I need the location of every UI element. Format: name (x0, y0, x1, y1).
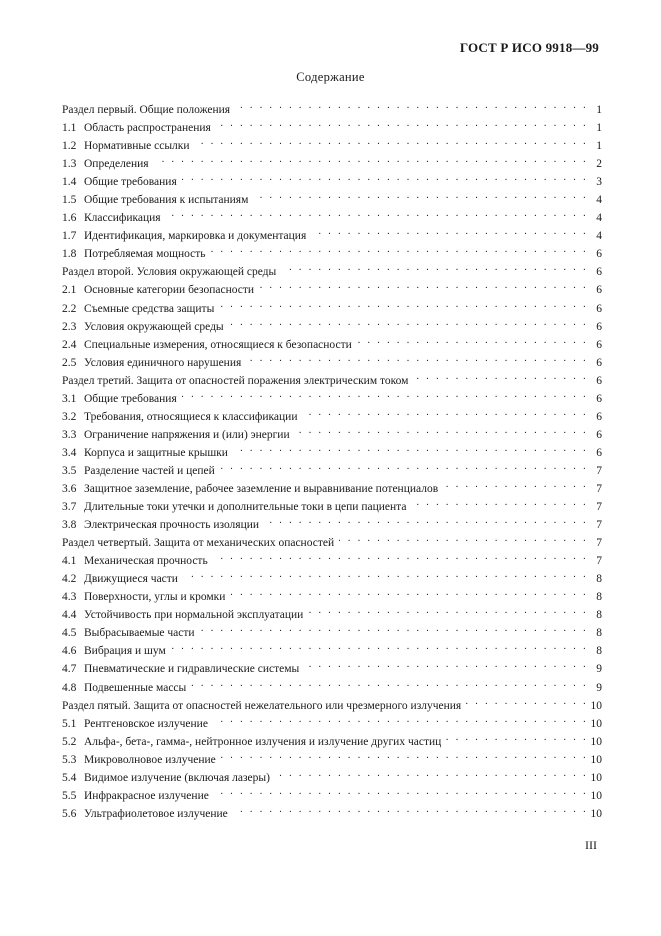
toc-entry[interactable] (62, 191, 602, 209)
toc-dot-leader (275, 769, 588, 781)
toc-entry-number: 3.4 (62, 446, 77, 459)
toc-entry[interactable] (62, 390, 602, 408)
toc-entry-number: 2.4 (62, 338, 77, 351)
toc-entry-page: 6 (596, 374, 602, 387)
toc-dot-leader (166, 209, 588, 221)
toc-dot-leader (221, 751, 588, 763)
toc-entry-title: Ультрафиолетовое излучение (84, 807, 228, 820)
toc-entry-number: 4.4 (62, 609, 77, 622)
toc-entry-page: 10 (590, 753, 602, 766)
toc-dot-leader (171, 642, 588, 654)
toc-entry-title: Длительные токи утечки и дополнительные токи в цепи пациента (84, 501, 407, 514)
toc-entry-page: 9 (596, 681, 602, 694)
toc-dot-leader (281, 263, 588, 275)
toc-entry[interactable] (62, 588, 602, 606)
toc-dot-leader (213, 715, 588, 727)
toc-entry-page: 6 (596, 356, 602, 369)
toc-entry-title: Защитное заземление, рабочее заземление и выравнивание потенциалов (84, 482, 439, 495)
toc-entry-title: Общие требования к испытаниям (84, 194, 249, 207)
toc-section-entry[interactable] (62, 372, 602, 390)
toc-dot-leader (230, 588, 588, 600)
toc-section-entry[interactable] (62, 534, 602, 552)
toc-entry-page: 10 (590, 789, 602, 802)
toc-dot-leader (216, 119, 588, 131)
toc-entry[interactable] (62, 769, 602, 787)
toc-entry-number: 3.1 (62, 392, 77, 405)
toc-dot-leader (233, 805, 588, 817)
toc-entry-page: 6 (596, 338, 602, 351)
toc-entry-title: Раздел первый. Общие положения (62, 104, 231, 116)
toc-entry-page: 7 (596, 555, 602, 568)
toc-entry-page: 3 (596, 176, 602, 189)
toc-entry-number: 3.7 (62, 501, 77, 514)
toc-entry-title: Требования, относящиеся к классификации (84, 410, 298, 423)
toc-section-entry[interactable] (62, 263, 602, 281)
toc-dot-leader (233, 444, 588, 456)
toc-entry-title: Специальные измерения, относящиеся к безопасности (84, 338, 352, 351)
toc-entry-title: Ограничение напряжения и (или) энергии (84, 428, 290, 441)
toc-entry-page: 6 (596, 410, 602, 423)
toc-entry-page: 6 (596, 302, 602, 315)
toc-entry-page: 6 (596, 266, 602, 279)
toc-entry-page: 8 (596, 591, 602, 604)
toc-section-entry[interactable] (62, 697, 602, 715)
toc-entry-title: Альфа-, бета-, гамма-, нейтронное излучения и излучение других частиц (84, 735, 442, 748)
toc-entry-title: Выбрасываемые части (84, 627, 195, 640)
toc-entry-number: 1.5 (62, 194, 77, 207)
toc-entry-number: 3.5 (62, 464, 77, 477)
toc-entry[interactable] (62, 516, 602, 534)
toc-entry-number: 1.6 (62, 212, 77, 225)
toc-dot-leader (183, 570, 588, 582)
toc-entry-page: 6 (596, 248, 602, 261)
toc-entry-number: 3.3 (62, 428, 77, 441)
toc-dot-leader (253, 191, 588, 203)
toc-dot-leader (229, 318, 588, 330)
toc-dot-leader (235, 101, 588, 113)
toc-entry-page: 6 (596, 284, 602, 297)
toc-entry-page: 6 (596, 428, 602, 441)
toc-dot-leader (219, 300, 588, 312)
toc-entry-title: Устойчивость при нормальной эксплуатации (84, 609, 304, 622)
toc-entry-page: 10 (590, 699, 602, 712)
toc-entry-title: Пневматические и гидравлические системы (84, 663, 300, 676)
toc-entry-number: 4.1 (62, 555, 77, 568)
toc-dot-leader (466, 697, 588, 709)
toc-entry-number: 2.3 (62, 320, 77, 333)
toc-entry-title: Рентгеновское излучение (84, 717, 208, 730)
toc-entry[interactable] (62, 444, 602, 462)
toc-dot-leader (411, 498, 588, 510)
toc-entry-page: 1 (596, 140, 602, 153)
toc-entry-number: 5.3 (62, 753, 77, 766)
toc-dot-leader (182, 390, 588, 402)
toc-dot-leader (311, 227, 588, 239)
toc-entry[interactable] (62, 336, 602, 354)
toc-entry-page: 1 (596, 122, 602, 135)
toc-dot-leader (200, 624, 588, 636)
toc-entry[interactable] (62, 715, 602, 733)
toc-entry-title: Вибрация и шум (84, 645, 166, 658)
toc-entry-page: 9 (596, 663, 602, 676)
toc-entry-page: 10 (590, 771, 602, 784)
toc-entry-number: 3.2 (62, 410, 77, 423)
toc-dot-leader (303, 408, 589, 420)
toc-entry-title: Классификация (84, 212, 161, 225)
toc-entry-page: 7 (596, 482, 602, 495)
toc-entry-number: 4.8 (62, 681, 77, 694)
toc-dot-leader (443, 480, 588, 492)
toc-entry-number: 4.7 (62, 663, 77, 676)
toc-dot-leader (182, 173, 588, 185)
toc-entry[interactable] (62, 173, 602, 191)
toc-entry-page: 4 (596, 194, 602, 207)
toc-dot-leader (295, 426, 588, 438)
toc-entry-page: 2 (596, 158, 602, 171)
toc-dot-leader (191, 679, 588, 691)
toc-dot-leader (413, 372, 588, 384)
toc-section-entry[interactable] (62, 101, 602, 119)
toc-entry[interactable] (62, 751, 602, 769)
toc-entry-title: Электрическая прочность изоляции (84, 519, 260, 532)
toc-entry[interactable] (62, 642, 602, 660)
toc-entry[interactable] (62, 137, 602, 155)
toc-entry-title: Общие требования (84, 176, 177, 189)
toc-entry-page: 8 (596, 645, 602, 658)
toc-entry[interactable] (62, 245, 602, 263)
toc-entry[interactable] (62, 679, 602, 697)
toc-entry-title: Механическая прочность (84, 555, 208, 568)
toc-entry-title: Потребляемая мощность (84, 248, 206, 261)
toc-entry-number: 2.1 (62, 284, 77, 297)
toc-entry-number: 1.8 (62, 248, 77, 261)
toc-entry[interactable] (62, 733, 602, 751)
toc-entry-number: 2.5 (62, 356, 77, 369)
toc-entry-title: Подвешенные массы (84, 681, 187, 694)
toc-entry-title: Инфракрасное излучение (84, 789, 209, 802)
toc-entry-number: 4.6 (62, 645, 77, 658)
toc-entry-number: 1.2 (62, 140, 77, 153)
toc-entry-page: 6 (596, 392, 602, 405)
toc-entry-title: Основные категории безопасности (84, 284, 255, 297)
toc-entry-title: Определения (84, 158, 149, 171)
toc-entry-title: Область распространения (84, 122, 211, 135)
toc-entry[interactable] (62, 408, 602, 426)
toc-entry[interactable] (62, 209, 602, 227)
toc-entry-page: 7 (596, 519, 602, 532)
toc-entry[interactable] (62, 426, 602, 444)
toc-entry-page: 7 (596, 464, 602, 477)
toc-entry-title: Раздел третий. Защита от опасностей поражения электрическим током (62, 374, 409, 387)
toc-entry-title: Общие требования (84, 392, 177, 405)
toc-entry[interactable] (62, 606, 602, 624)
toc-entry-number: 5.6 (62, 807, 77, 820)
toc-entry[interactable] (62, 462, 602, 480)
toc-entry-title: Микроволновое излучение (84, 753, 216, 766)
toc-entry-number: 1.1 (62, 122, 77, 135)
toc-entry-number: 3.8 (62, 519, 77, 532)
toc-entry-page: 4 (596, 230, 602, 243)
toc-dot-leader (213, 552, 588, 564)
toc-entry-number: 4.3 (62, 591, 77, 604)
toc-entry-number: 5.4 (62, 771, 77, 784)
toc-entry[interactable] (62, 318, 602, 336)
toc-entry-number: 3.6 (62, 482, 77, 495)
toc-entry-number: 4.2 (62, 573, 77, 586)
toc-dot-leader (308, 606, 588, 618)
toc-entry[interactable] (62, 624, 602, 642)
toc-entry-page: 6 (596, 320, 602, 333)
toc-entry-title: Раздел пятый. Защита от опасностей нежелательного или чрезмерного излучения (62, 699, 462, 712)
toc-entry-page: 10 (590, 735, 602, 748)
toc-entry[interactable] (62, 570, 602, 588)
toc-entry-title: Разделение частей и цепей (84, 464, 215, 477)
toc-dot-leader (304, 660, 588, 672)
toc-entry[interactable] (62, 281, 602, 299)
toc-entry-page: 7 (596, 501, 602, 514)
toc-dot-leader (211, 245, 588, 257)
toc-entry-page: 8 (596, 573, 602, 586)
toc-entry-title: Корпуса и защитные крышки (84, 446, 228, 459)
toc-dot-leader (264, 516, 588, 528)
toc-entry[interactable] (62, 300, 602, 318)
toc-entry-page: 10 (590, 807, 602, 820)
toc-entry-title: Съемные средства защиты (84, 302, 215, 315)
toc-entry[interactable] (62, 119, 602, 137)
toc-entry-number: 1.4 (62, 176, 77, 189)
toc-entry[interactable] (62, 805, 602, 823)
toc-dot-leader (246, 354, 588, 366)
toc-dot-leader (195, 137, 588, 149)
toc-entry-page: 4 (596, 212, 602, 225)
toc-dot-leader (357, 336, 588, 348)
table-of-contents (62, 101, 602, 823)
toc-dot-leader (259, 281, 588, 293)
toc-entry-number: 1.7 (62, 230, 77, 243)
toc-entry-page: 6 (596, 446, 602, 459)
toc-entry-number: 4.5 (62, 627, 77, 640)
toc-entry-page: 8 (596, 627, 602, 640)
toc-entry-number: 5.1 (62, 717, 77, 730)
toc-entry[interactable] (62, 480, 602, 498)
toc-entry-number: 5.2 (62, 735, 77, 748)
toc-entry-title: Раздел четвертый. Защита от механических опасностей (62, 537, 335, 550)
toc-entry[interactable] (62, 227, 602, 245)
toc-heading: Содержание (296, 70, 365, 84)
toc-entry[interactable] (62, 155, 602, 173)
toc-entry-title: Условия единичного нарушения (84, 356, 242, 369)
toc-entry[interactable] (62, 660, 602, 678)
toc-entry-title: Нормативные ссылки (84, 140, 190, 153)
toc-entry-number: 1.3 (62, 158, 77, 171)
page-number: III (585, 838, 597, 852)
toc-entry-title: Движущиеся части (84, 573, 178, 586)
toc-entry[interactable] (62, 552, 602, 570)
toc-entry[interactable] (62, 498, 602, 516)
toc-entry-title: Видимое излучение (включая лазеры) (84, 771, 270, 784)
toc-dot-leader (214, 787, 588, 799)
toc-dot-leader (446, 733, 588, 745)
toc-entry-page: 1 (596, 104, 602, 116)
toc-entry-title: Условия окружающей среды (84, 320, 224, 333)
toc-entry[interactable] (62, 787, 602, 805)
toc-entry-page: 8 (596, 609, 602, 622)
toc-entry-title: Раздел второй. Условия окружающей среды (62, 266, 277, 279)
toc-entry[interactable] (62, 354, 602, 372)
toc-entry-page: 7 (596, 537, 602, 550)
toc-entry-number: 2.2 (62, 302, 77, 315)
toc-entry-title: Поверхности, углы и кромки (84, 591, 226, 604)
toc-entry-page: 10 (590, 717, 602, 730)
toc-entry-title: Идентификация, маркировка и документация (84, 230, 307, 243)
toc-dot-leader (154, 155, 588, 167)
toc-entry-number: 5.5 (62, 789, 77, 802)
document-identifier: ГОСТ Р ИСО 9918—99 (459, 40, 599, 55)
toc-dot-leader (220, 462, 588, 474)
toc-dot-leader (339, 534, 588, 546)
